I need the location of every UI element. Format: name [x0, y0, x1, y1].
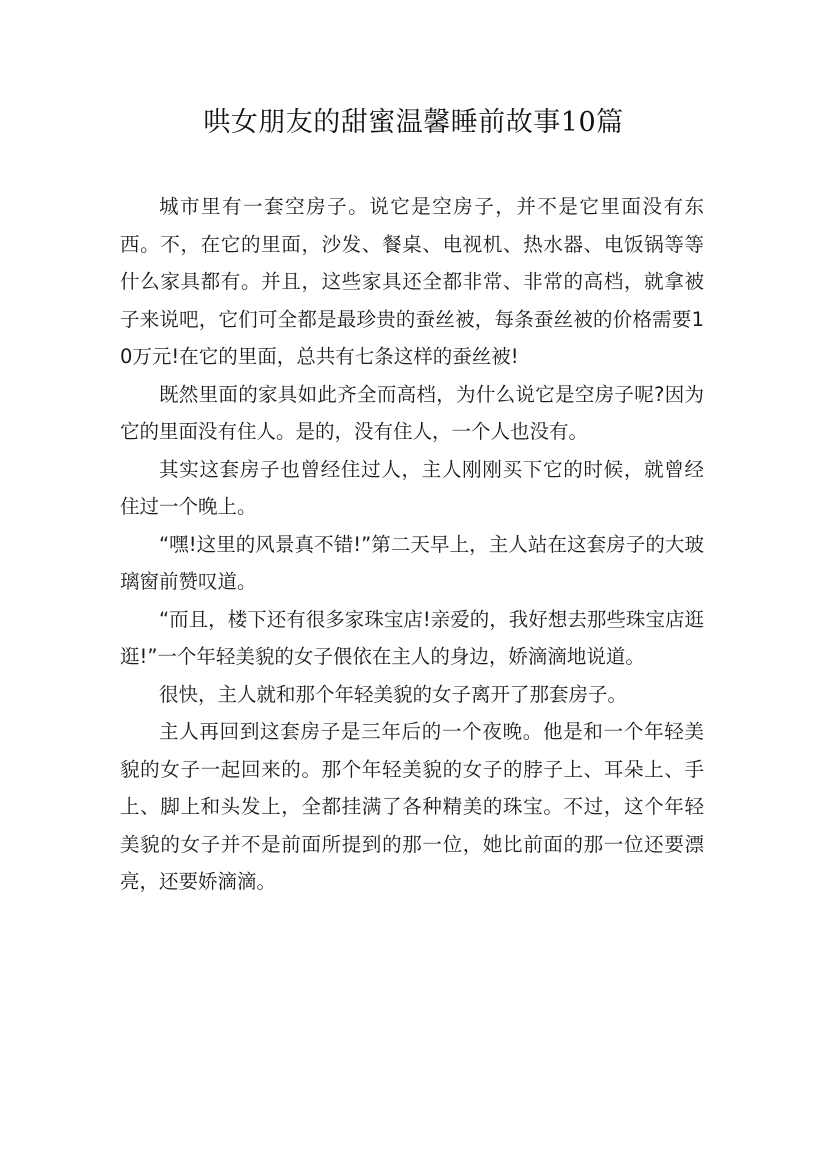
paragraph: “嘿!这里的风景真不错!”第二天早上，主人站在这套房子的大玻璃窗前赞叹道。 — [120, 532, 704, 593]
paragraph: “而且，楼下还有很多家珠宝店!亲爱的，我好想去那些珠宝店逛逛!”一个年轻美貌的女子偎依在主人的身边，娇滴滴地说道。 — [120, 607, 704, 668]
paragraph: 很快，主人就和那个年轻美貌的女子离开了那套房子。 — [159, 682, 628, 706]
paragraph: 城市里有一套空房子。说它是空房子，并不是它里面没有东西。不，在它的里面，沙发、餐桌、电视机、热水器、电饭锅等等什么家具都有。并且，这些家具还全都非常、非常的高档，就拿被子来说吧，它们可全都是最珍贵的蚕丝被，每条蚕丝被的价格需要10万元!在它的里面，总共有七条这样的蚕丝被! — [120, 195, 704, 368]
document-body — [120, 188, 704, 901]
document-title: 哄女朋友的甜蜜温馨睡前故事10篇 — [203, 107, 624, 138]
paragraph: 其实这套房子也曾经住过人，主人刚刚买下它的时候，就曾经住过一个晚上。 — [120, 457, 704, 518]
paragraph: 既然里面的家具如此齐全而高档，为什么说它是空房子呢?因为它的里面没有住人。是的，没有住人，一个人也没有。 — [120, 382, 704, 443]
paragraph: 主人再回到这套房子是三年后的一个夜晚。他是和一个年轻美貌的女子一起回来的。那个年轻美貌的女子的脖子上、耳朵上、手上、脚上和头发上，全都挂满了各种精美的珠宝。不过，这个年轻美貌的女子并不是前面所提到的那一位，她比前面的那一位还要漂亮，还要娇滴滴。 — [120, 720, 704, 893]
